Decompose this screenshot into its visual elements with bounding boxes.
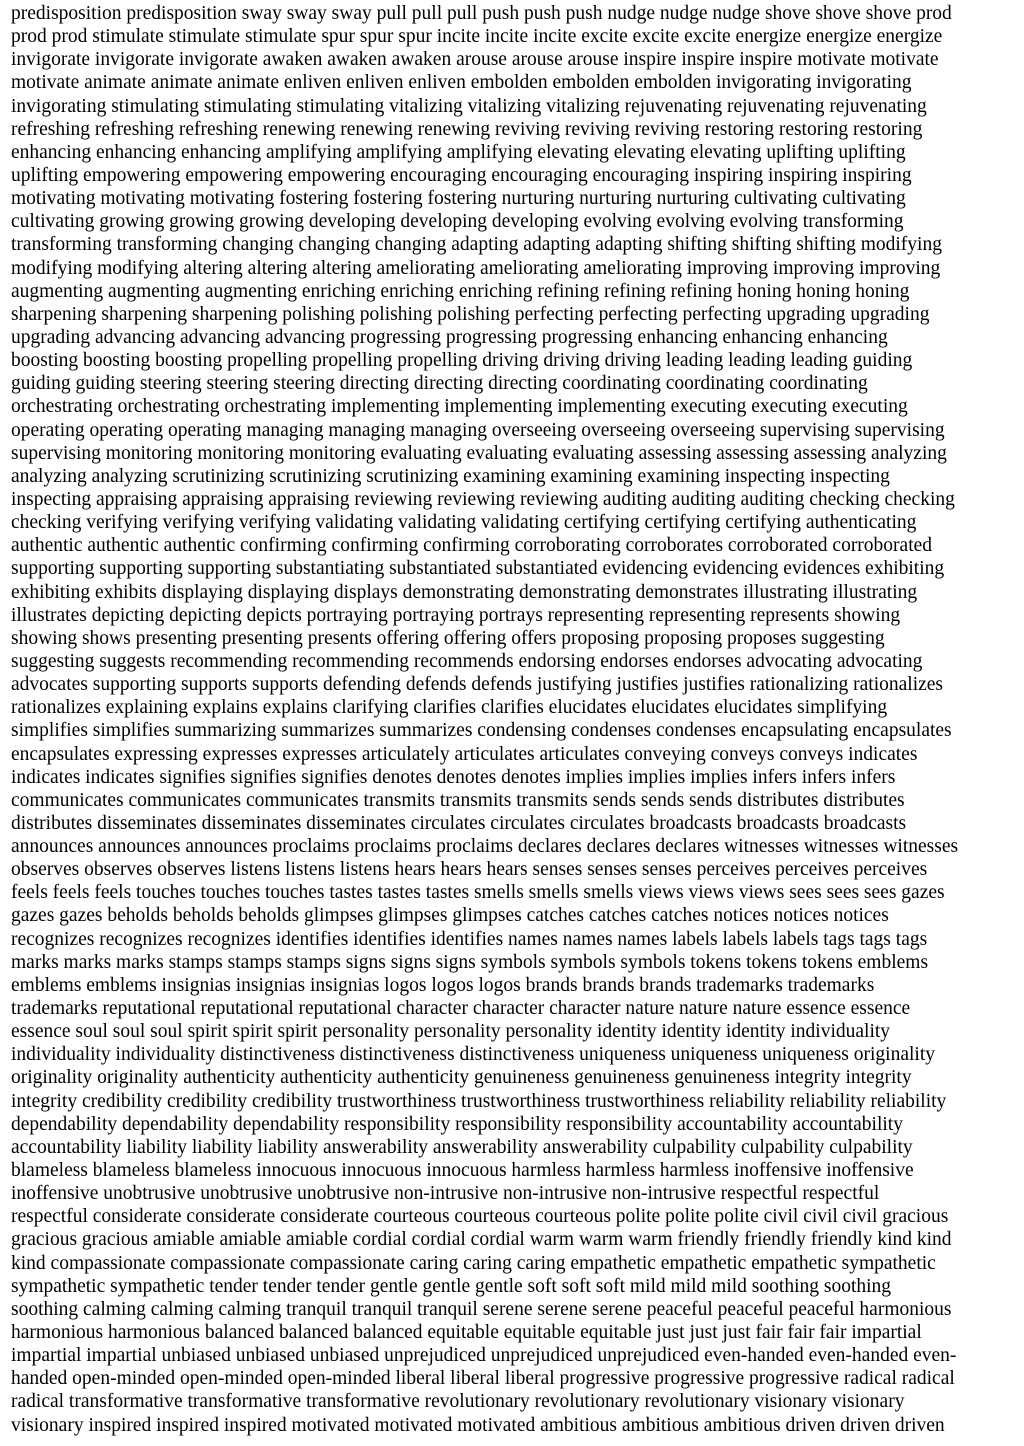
text-line: rationalizes explaining explains explains clarifying clarifies clarifies elucidates elucidates elucidates simplifying [11,697,888,719]
text-line: visionary inspired inspired inspired motivated motivated motivated ambitious ambitious ambitious driven driven driven [11,1414,945,1436]
text-line: analyzing analyzing scrutinizing scrutinizing scrutinizing examining examining examining inspecting inspecting [11,465,890,487]
text-line: simplifies simplifies summarizing summarizes summarizes condensing condenses condenses encapsulating encapsulates [11,720,952,742]
text-line: originality originality authenticity authenticity authenticity genuineness genuineness genuineness integrity integrity [11,1067,912,1089]
text-line: individuality individuality distinctiveness distinctiveness distinctiveness uniqueness uniqueness uniqueness originality [11,1044,935,1066]
text-line: respectful considerate considerate considerate courteous courteous courteous polite polite polite civil civil civil gracious [11,1206,949,1228]
text-line: invigorating stimulating stimulating stimulating vitalizing vitalizing vitalizing rejuvenating rejuvenating rejuvenating [11,95,927,117]
text-line: announces announces announces proclaims proclaims proclaims declares declares declares witnesses witnesses witnesses [11,836,959,858]
text-line: blameless blameless blameless innocuous innocuous innocuous harmless harmless harmless inoffensive inoffensive [11,1160,914,1182]
text-line: impartial impartial unbiased unbiased unbiased unprejudiced unprejudiced unprejudiced even-handed even-handed even- [11,1345,957,1367]
text-line: distributes disseminates disseminates disseminates circulates circulates circulates broadcasts broadcasts broadcasts [11,812,907,834]
text-line: uplifting empowering empowering empowering encouraging encouraging encouraging inspiring inspiring inspiring [11,164,912,186]
text-line: boosting boosting boosting propelling propelling propelling driving driving driving leading leading leading guiding [11,350,913,372]
text-line: guiding guiding steering steering steering directing directing directing coordinating coordinating coordinating [11,373,868,395]
text-line: augmenting augmenting augmenting enriching enriching enriching refining refining refining honing honing honing [11,280,910,302]
text-line: showing shows presenting presenting presents offering offering offers proposing proposing proposes suggesting [11,627,885,649]
text-line: emblems emblems insignias insignias insignias logos logos logos brands brands brands trademarks trademarks [11,974,875,996]
text-line: trademarks reputational reputational reputational character character character nature nature nature essence essence [11,998,911,1020]
text-line: accountability liability liability liability answerability answerability answerability culpability culpability culpability [11,1136,913,1158]
text-line: essence soul soul soul spirit spirit spirit personality personality personality identity identity identity individuality [11,1021,891,1043]
text-line: sharpening sharpening sharpening polishing polishing polishing perfecting perfecting perfecting upgrading upgrading [11,303,930,325]
text-line: transforming transforming changing changing changing adapting adapting adapting shifting shifting shifting modifying [11,234,942,256]
text-line: motivating motivating motivating fostering fostering fostering nurturing nurturing nurturing cultivating cultivating [11,188,906,210]
text-line: gracious gracious amiable amiable amiable cordial cordial cordial warm warm warm friendly friendly friendly kind kind [11,1229,952,1251]
text-line: communicates communicates communicates transmits transmits transmits sends sends sends distributes distributes [11,789,905,811]
text-line: observes observes observes listens listens listens hears hears hears senses senses senses perceives perceives perceives [11,859,928,881]
text-line: advocates supporting supports supports defending defends defends justifying justifies justifies rationalizing rationalizes [11,674,944,696]
text-line: inspecting appraising appraising appraising reviewing reviewing reviewing auditing auditing auditing checking checking [11,488,955,510]
text-line: recognizes recognizes recognizes identifies identifies identifies names names names labels labels labels tags tags tags [11,928,928,950]
text-line: feels feels feels touches touches touches tastes tastes tastes smells smells smells views views views sees sees sees gazes [11,882,945,904]
text-line: sympathetic sympathetic tender tender tender gentle gentle gentle soft soft soft mild mild mild soothing soothing [11,1275,892,1297]
text-line: kind compassionate compassionate compassionate caring caring caring empathetic empathetic empathetic sympathetic [11,1252,936,1274]
text-line: indicates indicates signifies signifies signifies denotes denotes denotes implies implies implies infers infers infers [11,766,896,788]
text-line: invigorate invigorate invigorate awaken awaken awaken arouse arouse arouse inspire inspire inspire motivate motivate [11,49,939,71]
text-line: upgrading advancing advancing advancing progressing progressing progressing enhancing enhancing enhancing [11,326,888,348]
text-line: supporting supporting supporting substantiating substantiated substantiated evidencing evidencing evidences exhibiting [11,558,945,580]
text-line: integrity credibility credibility credibility trustworthiness trustworthiness trustworthiness reliability reliability reliability [11,1090,947,1112]
text-line: marks marks marks stamps stamps stamps signs signs signs symbols symbols symbols tokens tokens tokens emblems [11,951,929,973]
text-line: dependability dependability dependability responsibility responsibility responsibility accountability accountability [11,1113,903,1135]
text-line: radical transformative transformative transformative revolutionary revolutionary revolutionary visionary visionary [11,1391,905,1413]
text-line: orchestrating orchestrating orchestrating implementing implementing implementing executing executing executing [11,396,908,418]
text-line: soothing calming calming calming tranquil tranquil tranquil serene serene serene peaceful peaceful peaceful harmonious [11,1298,952,1320]
text-line: harmonious harmonious balanced balanced balanced equitable equitable equitable just just just fair fair fair impartial [11,1322,922,1344]
text-line: operating operating operating managing managing managing overseeing overseeing overseeing supervising supervising [11,419,945,441]
text-line: refreshing refreshing refreshing renewing renewing renewing reviving reviving reviving restoring restoring restoring [11,118,923,140]
text-line: illustrates depicting depicting depicts portraying portraying portrays representing representing represents showing [11,604,901,626]
text-line: inoffensive unobtrusive unobtrusive unobtrusive non-intrusive non-intrusive non-intrusive respectful respectful [11,1183,880,1205]
text-line: enhancing enhancing enhancing amplifying amplifying amplifying elevating elevating elevating uplifting uplifting [11,141,906,163]
text-line: motivate animate animate animate enliven enliven enliven embolden embolden embolden invigorating invigorating [11,72,912,94]
text-line: exhibiting exhibits displaying displaying displays demonstrating demonstrating demonstrates illustrating illustrating [11,581,918,603]
text-line: handed open-minded open-minded open-minded liberal liberal liberal progressive progressive progressive radical radical [11,1368,955,1390]
text-line: suggesting suggests recommending recommending recommends endorsing endorses endorses advocating advocating [11,650,923,672]
text-line: encapsulates expressing expresses expresses articulately articulates articulates conveying conveys conveys indicates [11,743,918,765]
word-list-body [11,2,1014,1437]
text-line: cultivating growing growing growing developing developing developing evolving evolving evolving transforming [11,211,904,233]
text-line: prod prod stimulate stimulate stimulate spur spur spur incite incite incite excite excite excite energize energize energize [11,26,943,48]
text-line: supervising monitoring monitoring monitoring evaluating evaluating evaluating assessing assessing assessing analyzing [11,442,947,464]
text-line: predisposition predisposition sway sway sway pull pull pull push push push nudge nudge nudge shove shove shove prod [11,3,952,24]
text-line: gazes gazes beholds beholds beholds glimpses glimpses glimpses catches catches catches notices notices notices [11,905,889,927]
text-line: modifying modifying altering altering altering ameliorating ameliorating ameliorating improving improving improving [11,257,941,279]
text-line: authentic authentic authentic confirming confirming confirming corroborating corroborates corroborated corroborated [11,535,933,557]
text-line: checking verifying verifying verifying validating validating validating certifying certifying certifying authenticating [11,512,917,534]
